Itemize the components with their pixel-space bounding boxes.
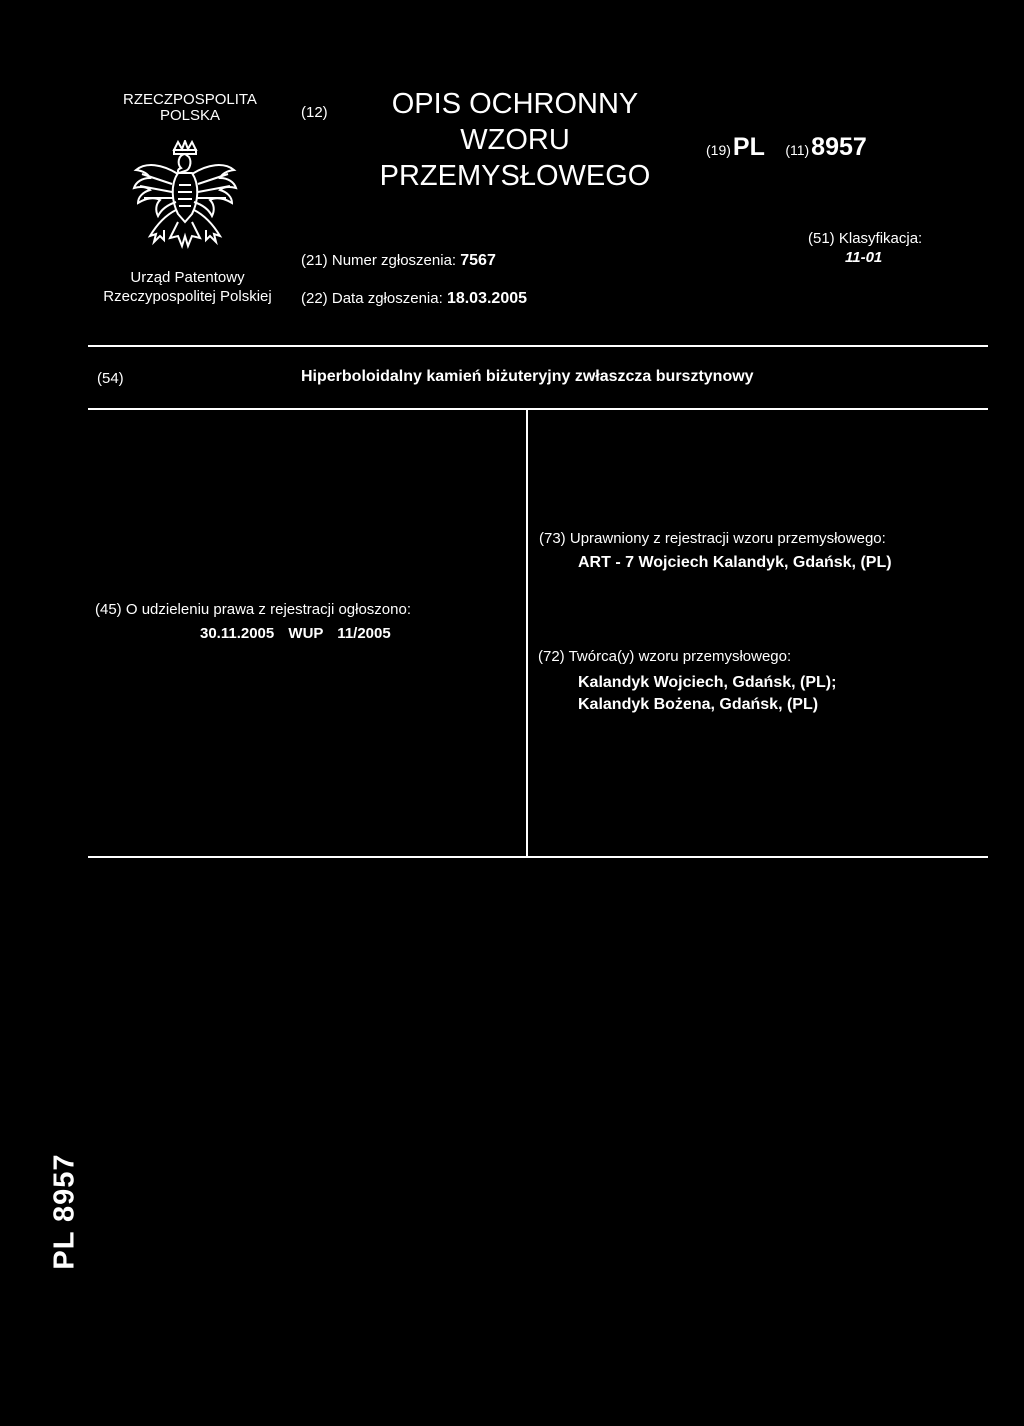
side-document-number: PL 8957 — [48, 1153, 81, 1270]
column-divider — [526, 409, 528, 857]
number-label: (11) — [785, 142, 810, 158]
holder-label: (73) Uprawniony z rejestracji wzoru przemysłowego: — [539, 530, 886, 547]
polish-eagle-emblem-icon — [128, 140, 242, 258]
filing-date-value: 18.03.2005 — [446, 290, 528, 307]
classification-value: 11-01 — [845, 249, 883, 266]
application-number-value: 7567 — [460, 252, 496, 269]
grant-announcement-value: 30.11.2005 WUP 11/2005 — [200, 625, 391, 642]
application-number-field: (21) Numer zgłoszenia: 7567 — [301, 252, 496, 269]
filing-date-field: (22) Data zgłoszenia: 18.03.2005 — [301, 290, 528, 307]
holder-value: ART - 7 Wojciech Kalandyk, Gdańsk, (PL) — [578, 554, 892, 571]
country-code: PL — [732, 133, 765, 161]
creator-item: Kalandyk Wojciech, Gdańsk, (PL); — [578, 674, 837, 691]
country-code-label: (19) — [706, 142, 731, 158]
kind-code: (12) — [301, 104, 328, 121]
classification-label: (51) Klasyfikacja: — [808, 230, 923, 247]
design-title: Hiperboloidalny kamień biżuteryjny zwłaszcza bursztynowy — [301, 368, 754, 385]
creators-list — [578, 672, 836, 716]
title-divider — [88, 408, 988, 410]
publication-number — [706, 133, 867, 162]
bottom-divider — [88, 856, 988, 858]
title-code: (54) — [97, 370, 124, 387]
document-title: OPIS OCHRONNY WZORU PRZEMYSŁOWEGO — [379, 88, 651, 192]
creators-label: (72) Twórca(y) wzoru przemysłowego: — [538, 648, 792, 665]
patent-office-name: Urząd Patentowy Rzeczypospolitej Polskiej — [103, 269, 272, 305]
creator-item: Kalandyk Bożena, Gdańsk, (PL) — [578, 696, 819, 713]
document-number: 8957 — [811, 133, 867, 161]
top-divider — [88, 345, 988, 347]
country-name: RZECZPOSPOLITA POLSKA — [123, 91, 257, 124]
grant-announcement-label: (45) O udzieleniu prawa z rejestracji ogłoszono: — [95, 601, 412, 618]
